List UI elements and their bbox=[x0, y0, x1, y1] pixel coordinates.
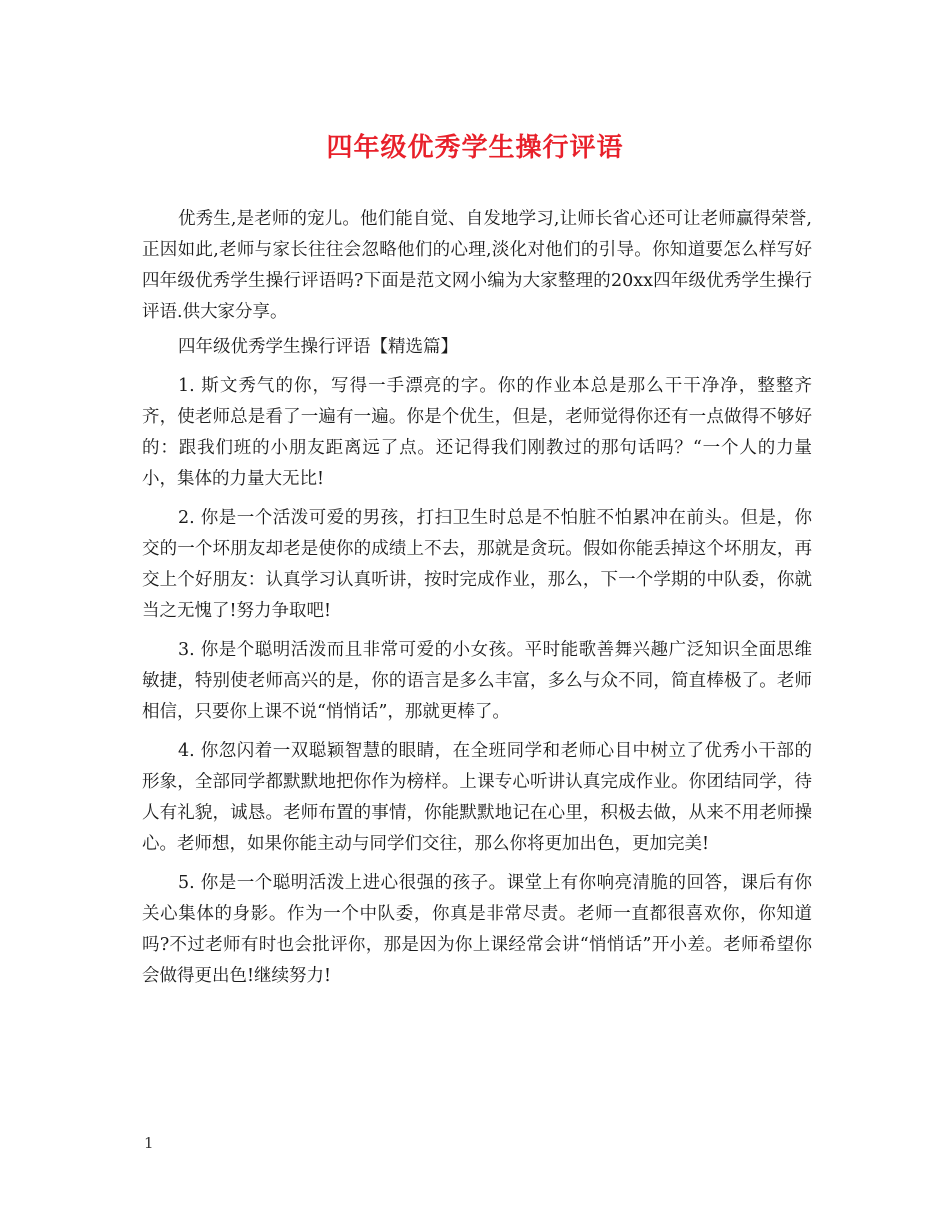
comment-paragraph-4: 4. 你忽闪着一双聪颖智慧的眼睛，在全班同学和老师心目中树立了优秀小干部的形象，全部同学都默默地把你作为榜样。上课专心听讲认真完成作业。你团结同学，待人有礼貌，诚恳。老师布置的事情，你能默默地记在心里，积极去做，从来不用老师操心。老师想，如果你能主动与同学们交往，那么你将更加出色，更加完美! bbox=[142, 741, 812, 854]
comment-paragraph-1: 1. 斯文秀气的你，写得一手漂亮的字。你的作业本总是那么干干净净，整整齐齐，使老师总是看了一遍有一遍。你是个优生，但是，老师觉得你还有一点做得不够好的：跟我们班的小朋友距离远了点。还记得我们刚教过的那句话吗？“一个人的力量小，集体的力量大无比! bbox=[142, 376, 812, 489]
comment-paragraph-5: 5. 你是一个聪明活泼上进心很强的孩子。课堂上有你响亮清脆的回答，课后有你关心集体的身影。作为一个中队委，你真是非常尽责。老师一直都很喜欢你，你知道吗?不过老师有时也会批评你，那是因为你上课经常会讲“悄悄话”开小差。老师希望你会做得更出色!继续努力! bbox=[142, 873, 812, 986]
comment-paragraph-2: 2. 你是一个活泼可爱的男孩，打扫卫生时总是不怕脏不怕累冲在前头。但是，你交的一个坏朋友却老是使你的成绩上不去，那就是贪玩。假如你能丢掉这个坏朋友，再交上个好朋友：认真学习认真听讲，按时完成作业，那么，下一个学期的中队委，你就当之无愧了!努力争取吧! bbox=[142, 508, 812, 621]
document-body bbox=[142, 204, 812, 1000]
section-heading: 四年级优秀学生操行评语【精选篇】 bbox=[178, 337, 458, 357]
document-title: 四年级优秀学生操行评语 bbox=[326, 133, 624, 163]
comment-paragraph-3: 3. 你是个聪明活泼而且非常可爱的小女孩。平时能歌善舞兴趣广泛知识全面思维敏捷，特别使老师高兴的是，你的语言是多么丰富，多么与众不同，简直棒极了。老师相信，只要你上课不说“悄悄话”，那就更棒了。 bbox=[142, 640, 812, 722]
page-number: 1 bbox=[144, 1134, 154, 1152]
intro-paragraph: 优秀生,是老师的宠儿。他们能自觉、自发地学习,让师长省心还可让老师赢得荣誉,正因如此,老师与家长往往会忽略他们的心理,淡化对他们的引导。你知道要怎么样写好四年级优秀学生操行评语吗?下面是范文网小编为大家整理的20xx四年级优秀学生操行评语.供大家分享。 bbox=[142, 209, 812, 322]
